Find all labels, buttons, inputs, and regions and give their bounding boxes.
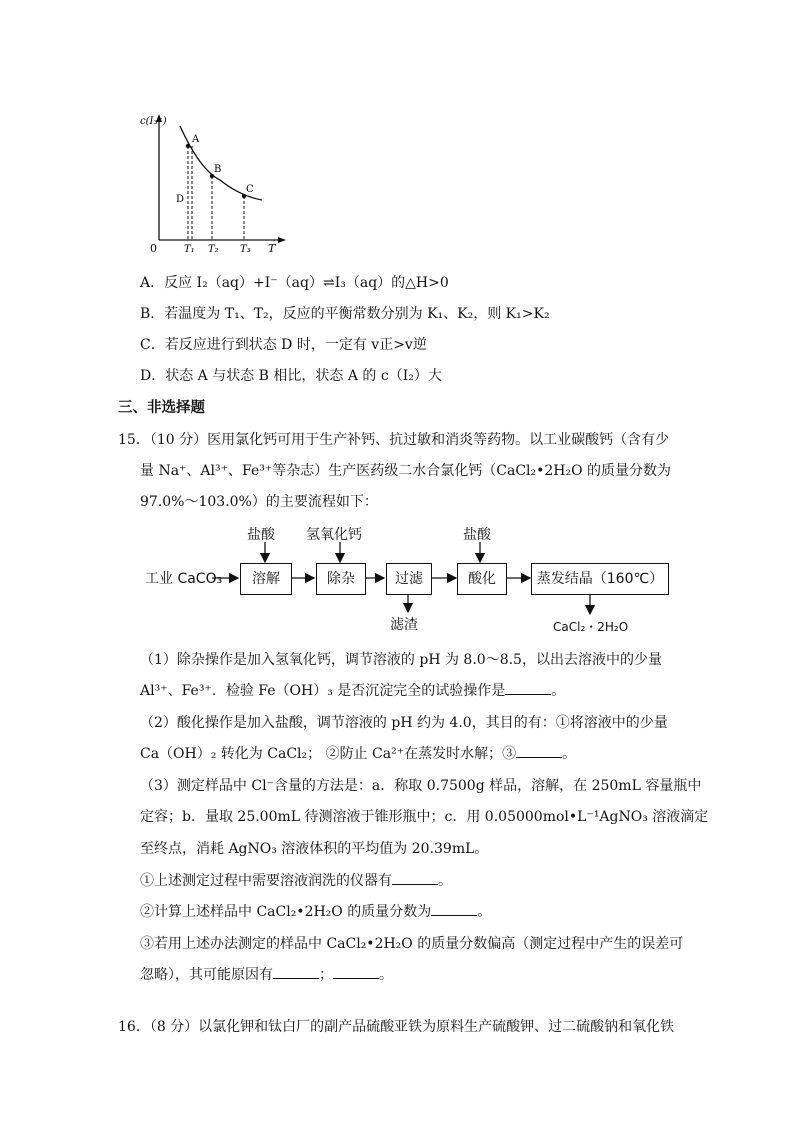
flow-box-dissolve: 溶解 [240, 563, 292, 595]
q15-s3-end: 。 [379, 967, 393, 983]
q15-p2-end: 。 [562, 746, 577, 762]
flow-box-acidify: 酸化 [457, 563, 507, 595]
point-a-label: A [192, 134, 200, 145]
answer-blank[interactable] [431, 903, 477, 916]
flow-product: CaCl₂・2H₂O [553, 620, 629, 634]
flow-box-remove-impurity: 除杂 [316, 563, 366, 595]
q15-s1 [140, 871, 452, 891]
answer-blank[interactable] [273, 966, 319, 979]
q15-s2-text: ②计算上述样品中 CaCl₂•2H₂O 的质量分数为 [140, 904, 432, 920]
tick-t3: T₃ [240, 244, 251, 255]
flow-add-hcl-2: 盐酸 [463, 527, 491, 543]
option-a: A．反应 I₂（aq）+I⁻（aq）⇌I₃（aq）的△H>0 [140, 275, 449, 291]
q15-s3-text: 忽略），其可能原因有 [140, 967, 273, 983]
answer-blank[interactable] [333, 966, 379, 979]
flow-box-filter: 过滤 [386, 563, 432, 595]
option-b: B．若温度为 T₁、T₂，反应的平衡常数分别为 K₁、K₂，则 K₁>K₂ [140, 306, 550, 322]
q15-p1-text: Al³⁺、Fe³⁺．检验 Fe（OH）₃ 是否沉淀完全的试验操作是 [140, 683, 506, 699]
x-axis-label: T [268, 242, 276, 255]
answer-blank[interactable] [392, 872, 438, 885]
q15-p2-line1: （2）酸化操作是加入盐酸，调节溶液的 pH 约为 4.0，其目的有：①将溶液中的少量 [140, 715, 668, 731]
point-c-label: C [246, 184, 254, 195]
q15-p2-text: Ca（OH）₂ 转化为 CaCl₂； ②防止 Ca²⁺在蒸发时水解；③ [140, 746, 517, 762]
q15-p3-line1: （3）测定样品中 Cl⁻含量的方法是：a．称取 0.7500g 样品，溶解，在 250mL 容量瓶中 [140, 778, 702, 794]
q16-intro-1: 16．（8 分）以氯化钾和钛白厂的副产品硫酸亚铁为原料生产硫酸钾、过二硫酸钠和氧化铁 [118, 1019, 675, 1035]
q15-p2-line2 [140, 744, 576, 764]
q15-s2-end: 。 [477, 904, 492, 920]
flow-start-label: 工业 CaCO₃ [145, 571, 223, 587]
q15-p3-line2: 定容；b．量取 25.00mL 待测溶液于锥形瓶中；c．用 0.05000mol•L⁻¹AgNO₃ 溶液滴定 [140, 809, 709, 825]
point-b-label: B [214, 164, 222, 175]
q15-s3-line1: ③若用上述办法测定的样品中 CaCl₂•2H₂O 的质量分数偏高（测定过程中产生的误差可 [140, 936, 684, 952]
point-d-label: D [176, 194, 185, 205]
option-c: C．若反应进行到状态 D 时，一定有 v正>v逆 [140, 337, 427, 353]
q15-s2 [140, 902, 491, 922]
q15-p1-line1: （1）除杂操作是加入氢氧化钙，调节溶液的 pH 为 8.0～8.5，以出去溶液中的少量 [140, 652, 662, 668]
flow-add-caoh2: 氢氧化钙 [306, 527, 362, 543]
q15-intro-3: 97.0%～103.0%）的主要流程如下： [140, 494, 378, 510]
option-d: D．状态 A 与状态 B 相比，状态 A 的 c（I₂）大 [140, 368, 442, 384]
q15-s3-line2 [140, 965, 393, 985]
q15-s3-mid: ； [319, 967, 333, 983]
origin-label: 0 [150, 242, 157, 255]
y-axis-label: c(I₃⁻) [140, 116, 167, 127]
q15-p1-line2 [140, 681, 565, 701]
flow-box-evaporate: 蒸发结晶（160℃） [531, 563, 669, 595]
flow-residue: 滤渣 [390, 617, 418, 633]
equilibrium-graph [140, 110, 290, 260]
q15-s1-text: ①上述测定过程中需要溶液润洗的仪器有 [140, 873, 392, 889]
tick-t1: T₁ [184, 244, 195, 255]
section-title: 三、非选择题 [118, 399, 205, 416]
answer-blank[interactable] [505, 682, 551, 695]
q15-p1-end: 。 [551, 683, 566, 699]
q15-s1-end: 。 [438, 873, 452, 889]
q15-intro-1: 15．（10 分）医用氯化钙可用于生产补钙、抗过敏和消炎等药物。以工业碳酸钙（含有少 [118, 432, 670, 448]
q15-intro-2: 量 Na⁺、Al³⁺、Fe³⁺等杂志）生产医药级二水合氯化钙（CaCl₂•2H₂O 的质量分数为 [140, 463, 672, 479]
q15-p3-line3: 至终点，消耗 AgNO₃ 溶液体积的平均值为 20.39mL。 [140, 841, 489, 857]
answer-blank[interactable] [516, 745, 562, 758]
tick-t2: T₂ [208, 244, 219, 255]
flow-add-hcl-1: 盐酸 [247, 527, 275, 543]
